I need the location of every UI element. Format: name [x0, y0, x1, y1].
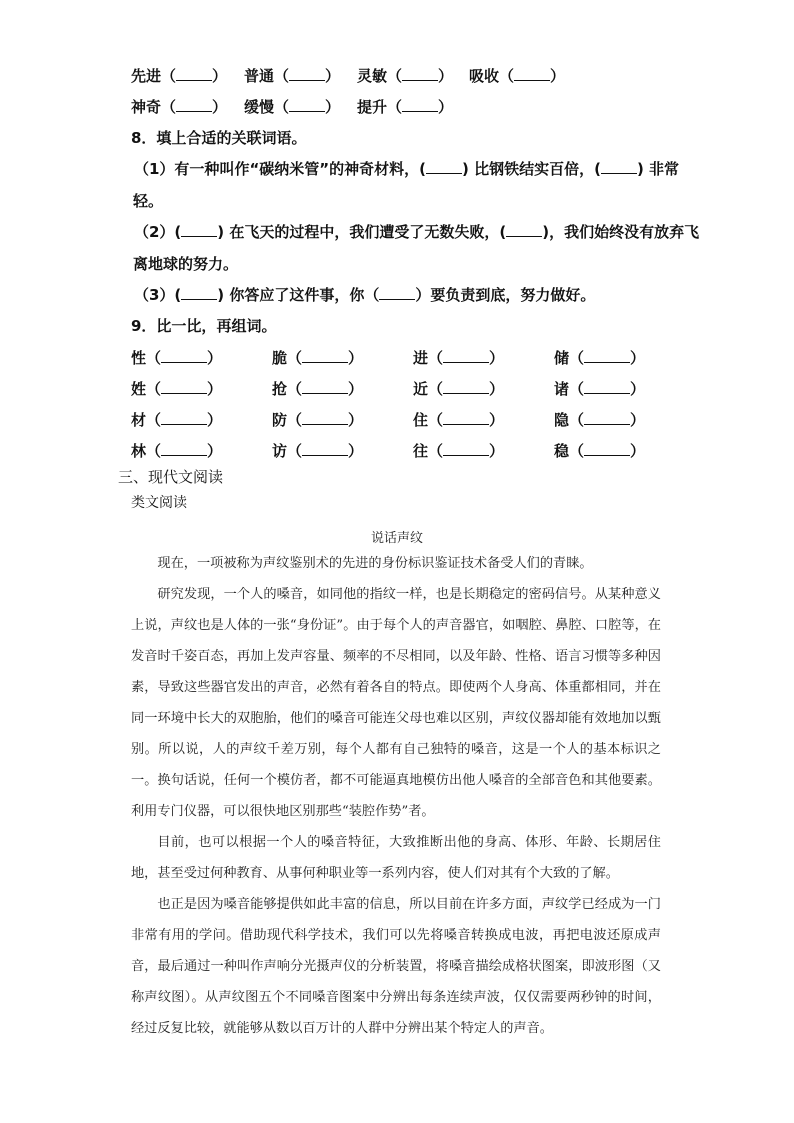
char-label: 住 [413, 411, 429, 429]
paren-open: （ [428, 442, 444, 460]
q9-item [554, 378, 645, 399]
q8-heading: 8．填上合适的关联词语。 [131, 129, 307, 147]
answer-blank[interactable] [443, 348, 489, 363]
paren-open: （ [569, 442, 585, 460]
answer-blank[interactable] [426, 159, 462, 174]
word-label: 普通（ [244, 67, 290, 85]
answer-blank[interactable] [402, 97, 438, 112]
paren-close: ） [207, 411, 223, 429]
answer-blank[interactable] [584, 379, 630, 394]
paren-open: （ [287, 380, 303, 398]
sentence-text: ) 比钢铁结实百倍，( [462, 160, 601, 178]
char-label: 材 [131, 411, 147, 429]
answer-blank[interactable] [514, 66, 550, 81]
paren-open: （ [428, 411, 444, 429]
paren-close: ） [489, 442, 505, 460]
word-label: 提升（ [357, 98, 403, 116]
answer-blank[interactable] [181, 222, 217, 237]
passage-paragraph: 研究发现，一个人的嗓音，如同他的指纹一样，也是长期稳定的密码信号。从某种意义上说，声纹也是人体的一张“身份证”。由于每个人的声音器官，如咽腔、鼻腔、口腔等，在发音时千姿百态，再加上发声容量、频率的不尽相同，以及年龄、性格、语言习惯等多种因素，导致这些器官发出的声音，必然有着各自的特点。即使两个人身高、体重都相同，并在同一环境中长大的双胞胎，他们的嗓音可能连父母也难以区别，声纹仪器却能有效地加以甄别。所以说，人的声纹千差万别，每个人都有自己独特的嗓音，这是一个人的基本标识之一。换句话说，任何一个模仿者，都不可能逼真地模仿出他人嗓音的全部音色和其他要素。利用专门仪器，可以很快地区别那些“装腔作势”者。 [131, 587, 661, 819]
word-label: 吸收（ [469, 67, 515, 85]
answer-blank[interactable] [302, 379, 348, 394]
answer-blank[interactable] [584, 441, 630, 456]
sentence-text: （3）( [134, 286, 182, 304]
char-label: 防 [272, 411, 288, 429]
answer-blank[interactable] [176, 66, 212, 81]
section-heading: 三、现代文阅读 [118, 468, 224, 486]
answer-blank[interactable] [302, 441, 348, 456]
word-label: 先进（ [131, 67, 177, 85]
paren-close: ） [348, 349, 364, 367]
paren-close: ） [438, 98, 454, 116]
paren-open: （ [287, 411, 303, 429]
q9-item [413, 440, 504, 461]
q9-heading: 9．比一比，再组词。 [131, 317, 277, 335]
q9-item [554, 409, 645, 430]
q8-sentence-1 [134, 159, 679, 179]
answer-blank[interactable] [302, 348, 348, 363]
paren-close: ） [207, 442, 223, 460]
answer-blank[interactable] [161, 410, 207, 425]
q7-item [131, 66, 227, 86]
sentence-text: ）要负责到底，努力做好。 [415, 286, 596, 304]
char-label: 姓 [131, 380, 147, 398]
q7-item [469, 66, 565, 86]
paren-close: ） [438, 67, 454, 85]
word-label: 缓慢（ [244, 98, 290, 116]
sentence-text: )，我们始终没有放弃飞 [542, 223, 700, 241]
answer-blank[interactable] [176, 97, 212, 112]
paren-open: （ [146, 411, 162, 429]
answer-blank[interactable] [379, 285, 415, 300]
q9-item [413, 347, 504, 368]
answer-blank[interactable] [289, 66, 325, 81]
paren-close: ） [348, 411, 364, 429]
char-label: 林 [131, 442, 147, 460]
q7-item [244, 97, 340, 117]
answer-blank[interactable] [601, 159, 637, 174]
paren-open: （ [428, 380, 444, 398]
q9-item [131, 378, 222, 399]
q9-item [413, 378, 504, 399]
paren-close: ） [630, 442, 646, 460]
q7-item [357, 97, 453, 117]
q8-sentence-2 [134, 222, 699, 242]
passage-body [131, 548, 661, 1044]
answer-blank[interactable] [181, 285, 217, 300]
sentence-text: ) 在飞天的过程中，我们遭受了无数失败，( [217, 223, 507, 241]
q9-item [272, 378, 363, 399]
paren-close: ） [207, 380, 223, 398]
q8-sentence-2-cont: 离地球的努力。 [133, 255, 239, 273]
paren-open: （ [146, 380, 162, 398]
paren-open: （ [287, 442, 303, 460]
q9-item [131, 440, 222, 461]
answer-blank[interactable] [506, 222, 542, 237]
paren-close: ） [207, 349, 223, 367]
q9-item [554, 347, 645, 368]
paren-open: （ [569, 349, 585, 367]
char-label: 诸 [554, 380, 570, 398]
paren-close: ） [212, 67, 228, 85]
answer-blank[interactable] [302, 410, 348, 425]
q8-sentence-1-cont: 轻。 [133, 192, 164, 210]
section-subheading: 类文阅读 [131, 495, 187, 511]
passage-paragraph: 现在，一项被称为声纹鉴别术的先进的身份标识鉴证技术备受人们的青睐。 [157, 556, 593, 571]
answer-blank[interactable] [161, 348, 207, 363]
paren-close: ） [550, 67, 566, 85]
q9-item [272, 347, 363, 368]
q9-item [272, 440, 363, 461]
paren-close: ） [325, 67, 341, 85]
answer-blank[interactable] [584, 410, 630, 425]
paren-open: （ [428, 349, 444, 367]
char-label: 访 [272, 442, 288, 460]
q7-row1 [131, 66, 601, 86]
answer-blank[interactable] [584, 348, 630, 363]
char-label: 抢 [272, 380, 288, 398]
char-label: 进 [413, 349, 429, 367]
paren-open: （ [569, 380, 585, 398]
q9-item [131, 347, 222, 368]
passage-title: 说话声纹 [370, 531, 423, 546]
char-label: 性 [131, 349, 147, 367]
q9-item [131, 409, 222, 430]
paren-open: （ [146, 349, 162, 367]
char-label: 往 [413, 442, 429, 460]
q7-item [244, 66, 340, 86]
char-label: 储 [554, 349, 570, 367]
passage-paragraph: 也正是因为嗓音能够提供如此丰富的信息，所以目前在许多方面，声纹学已经成为一门非常有用的学问。借助现代科学技术，我们可以先将嗓音转换成电波，再把电波还原成声音，最后通过一种叫作声响分光摄声仪的分析装置，将嗓音描绘成格状图案，即波形图（又称声纹图）。从声纹图五个不同嗓音图案中分辨出每条连续声波，仅仅需要两秒钟的时间，经过反复比较，就能够从数以百万计的人群中分辨出某个特定人的声音。 [131, 897, 661, 1036]
paren-close: ） [630, 380, 646, 398]
char-label: 近 [413, 380, 429, 398]
q9-item [554, 440, 645, 461]
paren-close: ） [348, 442, 364, 460]
paren-close: ） [489, 411, 505, 429]
q9-grid [131, 347, 691, 467]
sentence-text: （2）( [134, 223, 182, 241]
sentence-text: （1）有一种叫作“碳纳米管”的神奇材料，( [134, 160, 427, 178]
paren-open: （ [287, 349, 303, 367]
q9-item [272, 409, 363, 430]
answer-blank[interactable] [402, 66, 438, 81]
q7-item [131, 97, 227, 117]
answer-blank[interactable] [443, 410, 489, 425]
sentence-text: ) 你答应了这件事，你（ [217, 286, 380, 304]
q9-item [413, 409, 504, 430]
answer-blank[interactable] [161, 379, 207, 394]
paren-close: ） [630, 411, 646, 429]
paren-close: ） [348, 380, 364, 398]
word-label: 神奇（ [131, 98, 177, 116]
paren-close: ） [489, 380, 505, 398]
paren-close: ） [489, 349, 505, 367]
passage-paragraph: 目前，也可以根据一个人的嗓音特征，大致推断出他的身高、体形、年龄、长期居住地，甚至受过何种教育、从事何种职业等一系列内容，使人们对其有个大致的了解。 [131, 835, 661, 881]
answer-blank[interactable] [161, 441, 207, 456]
paren-open: （ [146, 442, 162, 460]
char-label: 稳 [554, 442, 570, 460]
sentence-text: ) 非常 [636, 160, 680, 178]
word-label: 灵敏（ [357, 67, 403, 85]
answer-blank[interactable] [289, 97, 325, 112]
q7-row2 [131, 97, 601, 117]
char-label: 隐 [554, 411, 570, 429]
answer-blank[interactable] [443, 441, 489, 456]
q8-sentence-3 [134, 285, 595, 305]
char-label: 脆 [272, 349, 288, 367]
paren-close: ） [630, 349, 646, 367]
paren-close: ） [212, 98, 228, 116]
paren-close: ） [325, 98, 341, 116]
paren-open: （ [569, 411, 585, 429]
q7-item [357, 66, 453, 86]
answer-blank[interactable] [443, 379, 489, 394]
